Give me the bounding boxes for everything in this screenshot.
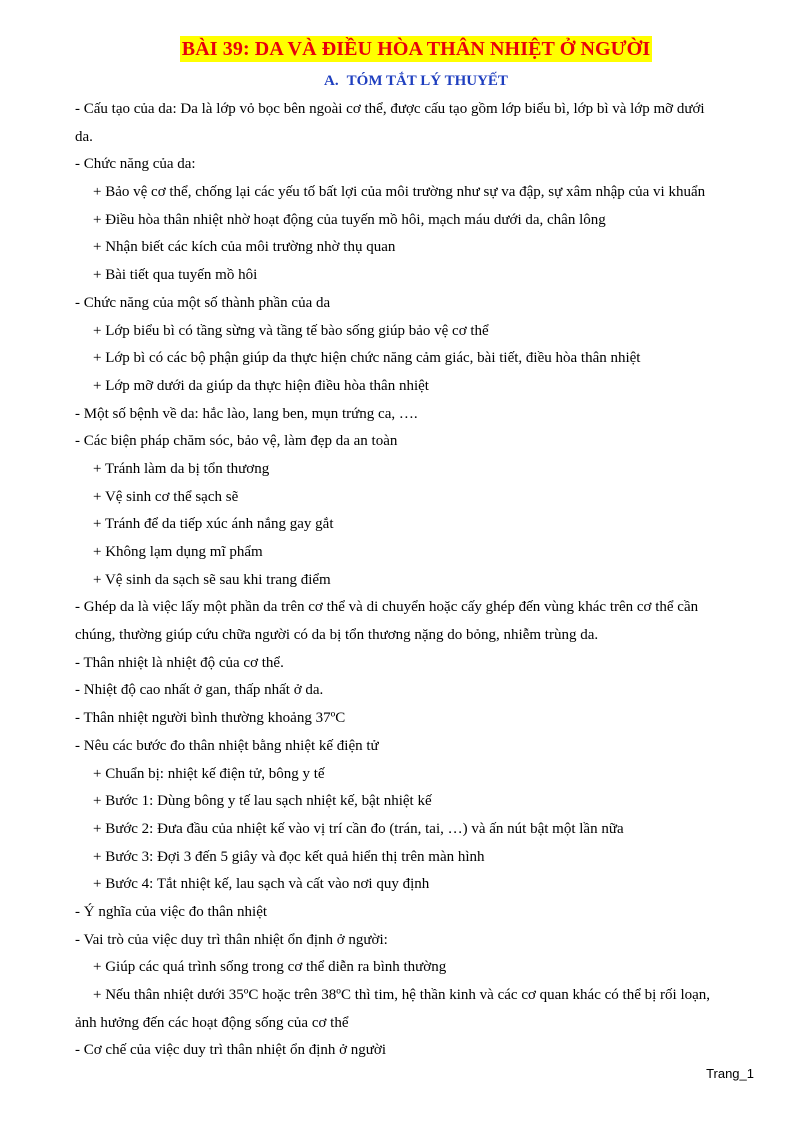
- text-line: + Không lạm dụng mĩ phẩm: [93, 544, 263, 560]
- section-title: TÓM TẮT LÝ THUYẾT: [346, 73, 508, 89]
- text-line: + Lớp biểu bì có tầng sừng và tầng tế bào sống giúp bảo vệ cơ thể: [93, 322, 489, 339]
- body-text: [75, 96, 757, 1065]
- text-line: + Bước 3: Đợi 3 đến 5 giây và đọc kết quả hiển thị trên màn hình: [93, 848, 485, 865]
- text-line: ảnh hưởng đến các hoạt động sống của cơ thể: [75, 1014, 349, 1031]
- text-line: - Nhiệt độ cao nhất ở gan, thấp nhất ở da.: [75, 682, 324, 699]
- title-wrap: [75, 36, 757, 66]
- text-line: + Lớp bì có các bộ phận giúp da thực hiện chức năng cảm giác, bài tiết, điều hòa thân nhiệt: [93, 350, 641, 367]
- page-title: BÀI 39: DA VÀ ĐIỀU HÒA THÂN NHIỆT Ở NGƯỜI: [181, 38, 651, 60]
- text-line: + Bài tiết qua tuyến mồ hôi: [93, 267, 258, 284]
- text-line: - Ý nghĩa của việc đo thân nhiệt: [75, 903, 268, 920]
- text-line: - Thân nhiệt là nhiệt độ của cơ thể.: [75, 654, 284, 671]
- text-line: + Lớp mỡ dưới da giúp da thực hiện điều hòa thân nhiệt: [93, 377, 429, 394]
- section-heading: [75, 70, 757, 96]
- text-line: + Điều hòa thân nhiệt nhờ hoạt động của tuyến mồ hôi, mạch máu dưới da, chân lông: [93, 211, 606, 228]
- text-line: + Bảo vệ cơ thể, chống lại các yếu tố bất lợi của môi trường như sự va đập, sự xâm nhập của vi khuẩn: [93, 184, 706, 201]
- text-line: - Vai trò của việc duy trì thân nhiệt ổn định ở người:: [75, 931, 388, 948]
- text-line: - Cơ chế của việc duy trì thân nhiệt ổn định ở người: [75, 1042, 387, 1059]
- text-line: + Tránh làm da bị tổn thương: [93, 460, 270, 477]
- text-line: - Các biện pháp chăm sóc, bảo vệ, làm đẹp da an toàn: [75, 433, 398, 450]
- text-line: + Bước 1: Dùng bông y tế lau sạch nhiệt kế, bật nhiệt kế: [93, 793, 432, 810]
- text-line: - Chức năng của một số thành phần của da: [75, 294, 331, 311]
- text-line: + Chuẩn bị: nhiệt kế điện tử, bông y tế: [93, 765, 325, 782]
- text-line: + Nhận biết các kích của môi trường nhờ thụ quan: [93, 239, 396, 256]
- text-line: + Vệ sinh cơ thể sạch sẽ: [93, 488, 239, 505]
- text-line: - Ghép da là việc lấy một phần da trên cơ thể và di chuyển hoặc cấy ghép đến vùng khác trên cơ thể cần: [75, 599, 699, 616]
- text-line: - Cấu tạo của da: Da là lớp vỏ bọc bên ngoài cơ thể, được cấu tạo gồm lớp biểu bì, lớp bì và lớp mỡ dưới: [75, 101, 705, 117]
- text-line: + Giúp các quá trình sống trong cơ thể diễn ra bình thường: [93, 959, 447, 976]
- text-line: da.: [75, 128, 93, 145]
- text-line: - Chức năng của da:: [75, 156, 196, 173]
- text-line: - Thân nhiệt người bình thường khoảng 37ºC: [75, 710, 346, 727]
- text-line: chúng, thường giúp cứu chữa người có da bị tổn thương nặng do bỏng, nhiễm trùng da.: [75, 627, 599, 644]
- text-line: - Nêu các bước đo thân nhiệt bằng nhiệt kế điện tử: [75, 737, 379, 754]
- text-line: + Nếu thân nhiệt dưới 35ºC hoặc trên 38ºC thì tim, hệ thần kinh và các cơ quan khác có thể bị rối loạn,: [93, 987, 711, 1003]
- text-line: + Vệ sinh da sạch sẽ sau khi trang điểm: [93, 571, 331, 588]
- section-number: A.: [324, 73, 339, 89]
- text-line: + Tránh để da tiếp xúc ánh nắng gay gắt: [93, 516, 334, 533]
- document-page: [75, 36, 757, 1065]
- text-line: + Bước 2: Đưa đầu của nhiệt kế vào vị trí cần đo (trán, tai, …) và ấn nút bật một lần nữa: [93, 820, 624, 837]
- text-line: + Bước 4: Tắt nhiệt kế, lau sạch và cất vào nơi quy định: [93, 876, 430, 893]
- text-line: - Một số bệnh về da: hắc lào, lang ben, mụn trứng ca, ….: [75, 405, 418, 422]
- page-number: Trang_1: [706, 1066, 754, 1081]
